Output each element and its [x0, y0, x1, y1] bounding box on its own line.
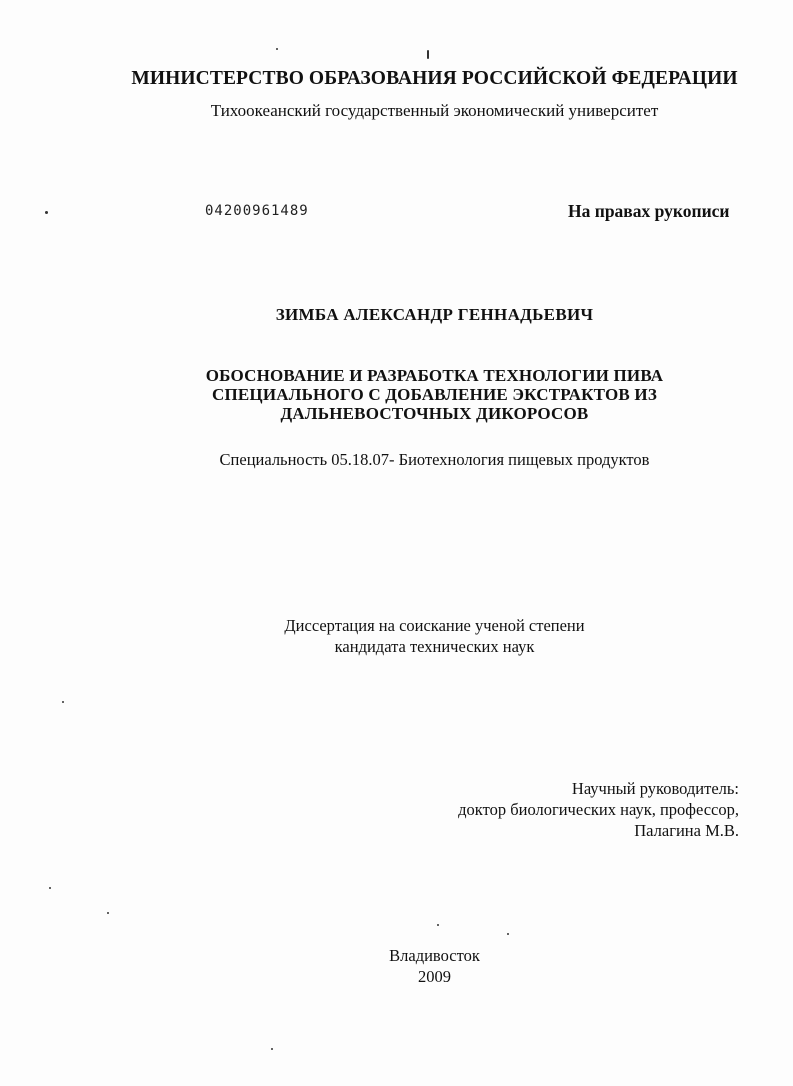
scan-speck — [276, 48, 278, 50]
ministry-heading: МИНИСТЕРСТВО ОБРАЗОВАНИЯ РОССИЙСКОЙ ФЕДЕРАЦИИ — [131, 68, 738, 89]
scan-speck — [107, 912, 109, 914]
degree-line: кандидата технических наук — [334, 637, 535, 656]
supervisor-line: доктор биологических наук, профессор, — [458, 800, 739, 819]
scan-speck — [62, 701, 64, 703]
author-name: ЗИМБА АЛЕКСАНДР ГЕННАДЬЕВИЧ — [275, 305, 594, 324]
scan-speck — [507, 933, 509, 935]
year: 2009 — [418, 967, 451, 986]
title-line: СПЕЦИАЛЬНОГО С ДОБАВЛЕНИЕ ЭКСТРАКТОВ ИЗ — [211, 385, 658, 404]
scan-speck — [45, 211, 48, 214]
scan-speck — [271, 1048, 273, 1050]
city: Владивосток — [389, 946, 480, 965]
supervisor-block — [339, 778, 739, 841]
university-name: Тихоокеанский государственный экономический университет — [210, 101, 659, 120]
scan-speck — [49, 887, 51, 889]
supervisor-line: Палагина М.В. — [634, 821, 739, 840]
specialty-line: Специальность 05.18.07- Биотехнология пищевых продуктов — [219, 450, 650, 469]
manuscript-rights-note: На правах рукописи — [568, 201, 730, 221]
degree-statement — [38, 615, 793, 657]
place-and-year — [38, 945, 793, 987]
title-line: ДАЛЬНЕВОСТОЧНЫХ ДИКОРОСОВ — [280, 404, 589, 423]
supervisor-line: Научный руководитель: — [571, 779, 739, 798]
title-line: ОБОСНОВАНИЕ И РАЗРАБОТКА ТЕХНОЛОГИИ ПИВА — [205, 366, 664, 385]
dissertation-title — [38, 366, 793, 423]
scan-speck — [437, 924, 439, 926]
degree-line: Диссертация на соискание ученой степени — [284, 616, 585, 635]
document-code: 04200961489 — [205, 203, 309, 219]
scan-speck — [427, 50, 429, 59]
